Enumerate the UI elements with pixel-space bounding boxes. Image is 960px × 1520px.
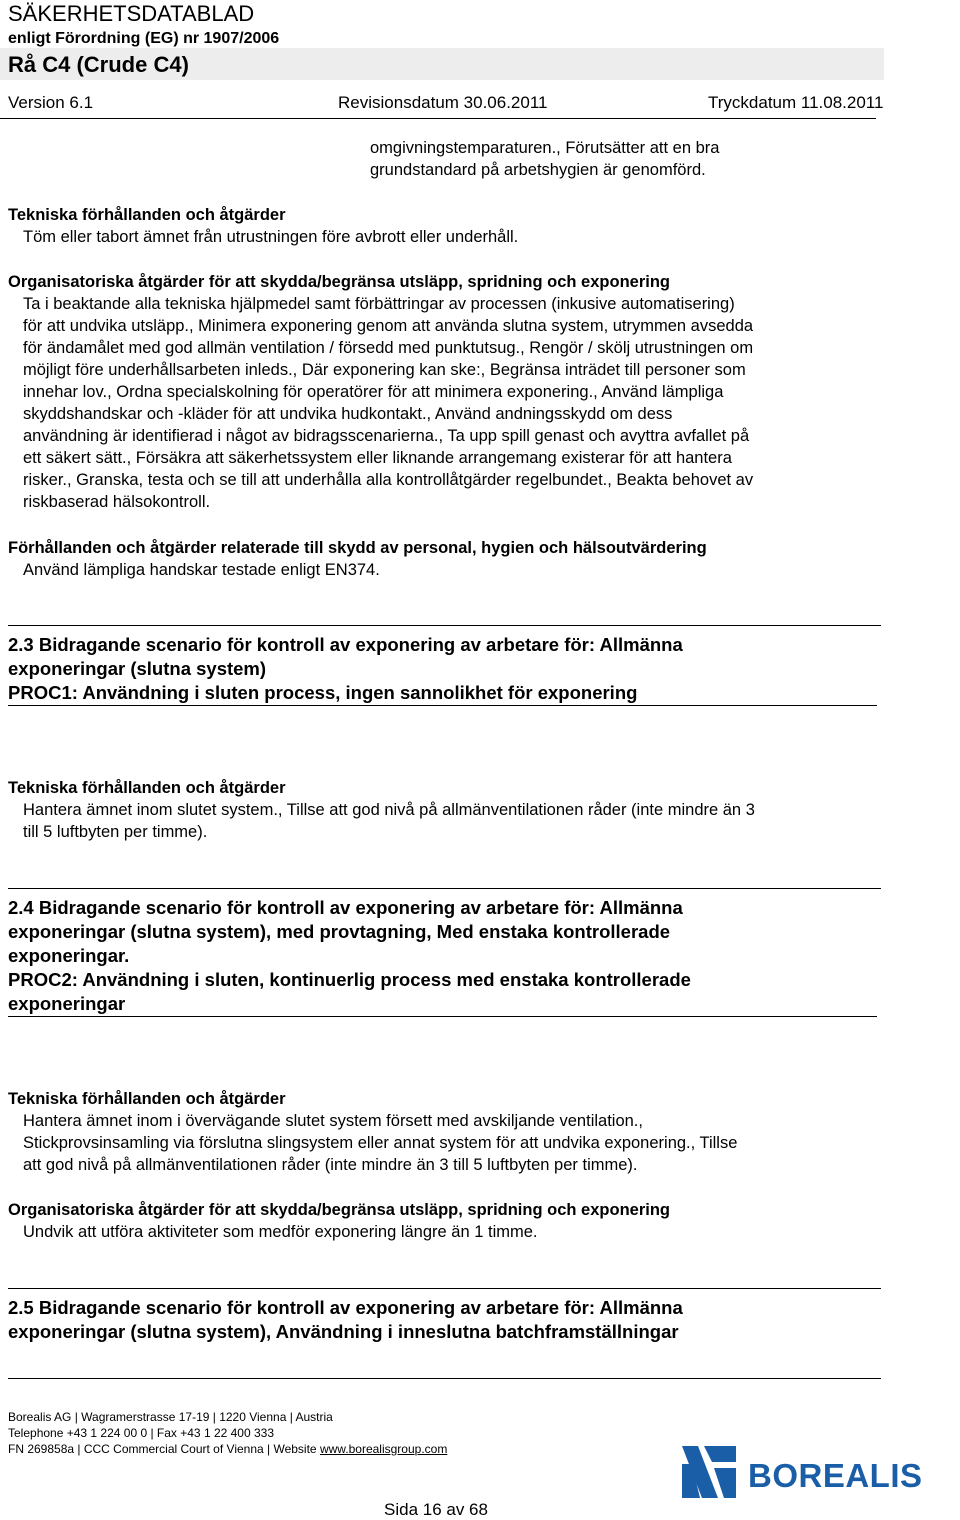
organisational-line: användning är identifierad i något av bidragsscenarierna., Ta upp spill genast och avyttra avfallet på <box>23 427 750 445</box>
organisational-line: Ta i beaktande alla tekniska hjälpmedel samt förbättringar av processen (inkusive automatisering) <box>23 295 735 313</box>
section-2-4-line: att god nivå på allmänventilationen råder (inte mindre än 3 till 5 luftbyten per timme). <box>23 1156 638 1174</box>
organisational-line: riskbaserad hälsokontroll. <box>23 493 211 511</box>
revision-date: Revisionsdatum 30.06.2011 <box>338 93 548 112</box>
product-name: Rå C4 (Crude C4) <box>8 52 189 77</box>
section-2-5-title: 2.5 Bidragande scenario för kontroll av exponering av arbetare för: Allmänna <box>8 1297 683 1318</box>
personal-protection-heading: Förhållanden och åtgärder relaterade till skydd av personal, hygien och hälsoutvärdering <box>8 539 707 557</box>
regulation-subtitle: enligt Förordning (EG) nr 1907/2006 <box>8 30 280 47</box>
section-2-4-line: Stickprovsinsamling via förslutna slingsystem eller annat system för att undvika exponering., Tillse <box>23 1134 738 1152</box>
footer-rule <box>8 1378 881 1379</box>
footer-website-link[interactable]: www.borealisgroup.com <box>319 1442 448 1456</box>
section-2-3-line: Hantera ämnet inom slutet system., Tillse att god nivå på allmänventilationen råder (inte mindre än 3 <box>23 801 755 819</box>
borealis-logo-mark-icon <box>678 1442 740 1502</box>
section-2-4-proc: PROC2: Användning i sluten, kontinuerlig process med enstaka kontrollerade <box>8 969 691 990</box>
section-2-4-proc: exponeringar <box>8 993 126 1014</box>
section-2-4-title: exponeringar (slutna system), med provtagning, Med enstaka kontrollerade <box>8 921 671 942</box>
organisational-line: möjligt före underhållsarbeten inleds., Där exponering kan ske:, Begränsa inträdet till personer som <box>23 361 746 379</box>
organisational-measures-heading: Organisatoriska åtgärder för att skydda/begränsa utsläpp, spridning och exponering <box>8 273 670 291</box>
header-rule <box>0 118 876 119</box>
borealis-logo <box>678 1442 958 1502</box>
section-2-3-title: 2.3 Bidragande scenario för kontroll av exponering av arbetare för: Allmänna <box>8 634 683 655</box>
section-2-4-title: exponeringar. <box>8 945 130 966</box>
personal-protection-text: Använd lämpliga handskar testade enligt EN374. <box>23 561 380 579</box>
carryover-line-1: omgivningstemparaturen., Förutsätter att en bra <box>370 139 720 157</box>
carryover-line-2: grundstandard på arbetshygien är genomförd. <box>370 161 706 179</box>
footer-phone: Telephone +43 1 224 00 0 | Fax +43 1 22 400 333 <box>8 1426 275 1440</box>
document-title: SÄKERHETSDATABLAD <box>8 1 255 26</box>
section-2-4-title: 2.4 Bidragande scenario för kontroll av exponering av arbetare för: Allmänna <box>8 897 683 918</box>
version-label: Version 6.1 <box>8 93 94 112</box>
section-2-3-bottom-rule <box>8 705 877 706</box>
organisational-line: innehar lov., Ordna specialskolning för operatörer för att minimera exponering., Använd lämpliga <box>23 383 724 401</box>
section-2-3-line: till 5 luftbyten per timme). <box>23 823 208 841</box>
section-2-4-line: Hantera ämnet inom i övervägande slutet system försett med avskiljande ventilation., <box>23 1112 643 1130</box>
section-2-5-top-rule <box>8 1288 881 1289</box>
organisational-line: skyddshandskar och -kläder för att undvika hudkontakt., Använd andningsskydd om dess <box>23 405 673 423</box>
technical-measures-heading: Tekniska förhållanden och åtgärder <box>8 206 286 224</box>
section-2-3-title: exponeringar (slutna system) <box>8 658 267 679</box>
footer-register <box>8 1442 447 1458</box>
organisational-line: för ändamålet med god allmän ventilation / försedd med punktutsug., Rengör / skölj utrustningen om <box>23 339 754 357</box>
print-date: Tryckdatum 11.08.2011 <box>708 93 884 112</box>
borealis-logo-text: BOREALIS <box>748 1457 923 1494</box>
organisational-line: för att undvika utsläpp., Minimera exponering genom att använda slutna system, utrymmen avsedda <box>23 317 754 335</box>
page-number: Sida 16 av 68 <box>384 1500 488 1519</box>
section-2-5-title: exponeringar (slutna system), Användning i inneslutna batchframställningar <box>8 1321 679 1342</box>
section-2-4-top-rule <box>8 888 881 889</box>
footer-address: Borealis AG | Wagramerstrasse 17-19 | 1220 Vienna | Austria <box>8 1410 333 1424</box>
section-2-4-bottom-rule <box>8 1016 877 1017</box>
organisational-line: risker., Granska, testa och se till att underhålla alla kontrollåtgärder regelbundet., Beakta behovet av <box>23 471 754 489</box>
technical-measures-text: Töm eller tabort ämnet från utrustningen före avbrott eller underhåll. <box>23 228 519 246</box>
section-2-3-proc: PROC1: Användning i sluten process, ingen sannolikhet för exponering <box>8 682 638 703</box>
section-2-4-organisational-text: Undvik att utföra aktiviteter som medför exponering längre än 1 timme. <box>23 1223 538 1241</box>
section-2-4-technical-heading: Tekniska förhållanden och åtgärder <box>8 1090 286 1108</box>
section-2-3-top-rule <box>8 625 881 626</box>
section-2-3-technical-heading: Tekniska förhållanden och åtgärder <box>8 779 286 797</box>
section-2-4-organisational-heading: Organisatoriska åtgärder för att skydda/begränsa utsläpp, spridning och exponering <box>8 1201 670 1219</box>
footer-register-text: FN 269858a | CCC Commercial Court of Vienna | Website <box>8 1442 320 1456</box>
organisational-line: ett säkert sätt., Försäkra att säkerhetssystem eller liknande arrangemang existerar för att hantera <box>23 449 732 467</box>
